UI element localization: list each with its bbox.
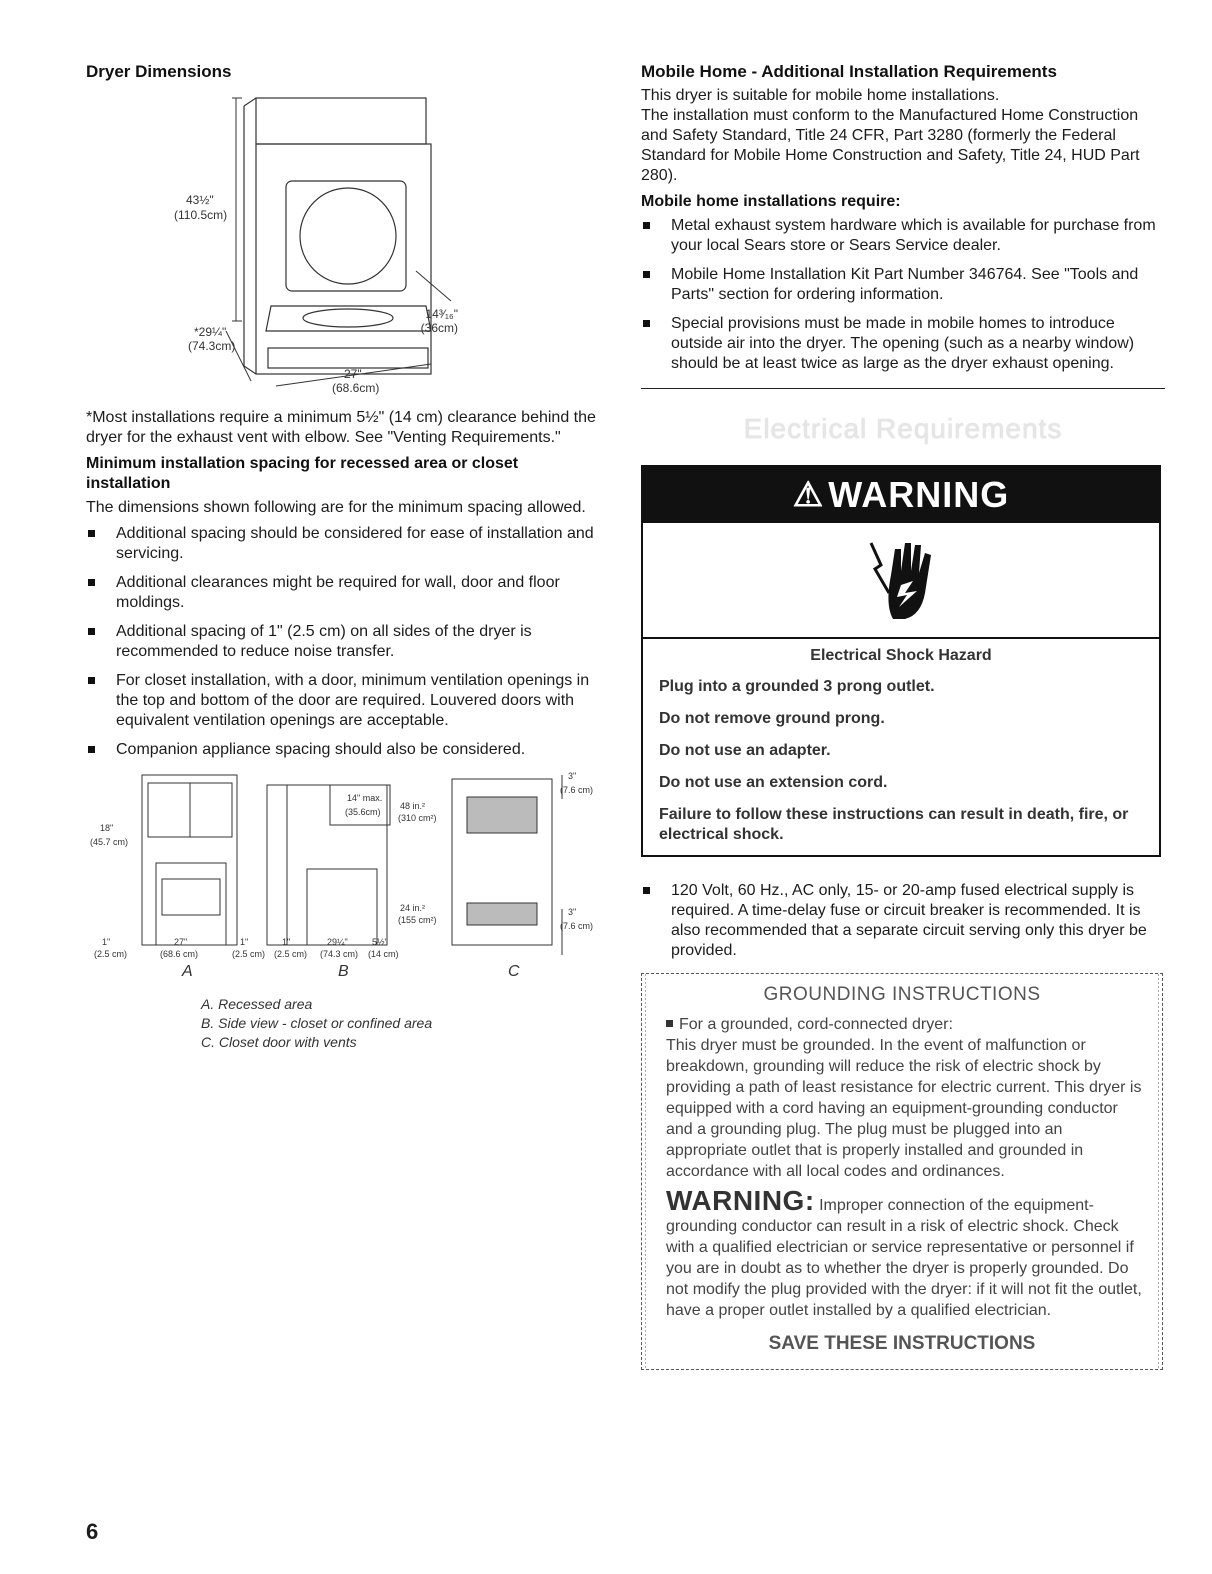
spacing-list: [86, 524, 606, 760]
width-cm-label: (68.6cm): [332, 381, 380, 395]
list-item: Metal exhaust system hardware which is available for purchase from your local Sears store or Sears Service dealer.: [641, 216, 1165, 256]
mobile-home-list: [641, 216, 1165, 374]
dryer-cabinet: [256, 144, 431, 374]
warning-box: [641, 465, 1161, 857]
list-item: Mobile Home Installation Kit Part Number 346764. See "Tools and Parts" section for ordering information.: [641, 265, 1165, 305]
svg-text:1": 1": [102, 937, 111, 947]
door-c-bottom-vent: [467, 903, 537, 925]
supply-list: [641, 881, 1165, 961]
warning-body: [643, 639, 1159, 855]
dryer-door-frame: [286, 181, 406, 291]
door-cm-label: (36cm): [420, 321, 458, 335]
svg-text:29¼": 29¼": [327, 937, 348, 947]
svg-text:(310 cm²): (310 cm²): [398, 813, 437, 823]
svg-text:(2.5 cm): (2.5 cm): [232, 949, 266, 959]
svg-text:18": 18": [100, 823, 114, 833]
width-in-label: 27": [344, 367, 362, 381]
grounding-warning-word: WARNING:: [666, 1185, 815, 1216]
warning-line: Do not use an extension cord.: [659, 774, 888, 791]
depth-cm-label: (74.3cm): [188, 339, 236, 353]
svg-text:(68.6 cm): (68.6 cm): [160, 949, 199, 959]
svg-text:1": 1": [282, 937, 291, 947]
svg-text:(2.5 cm): (2.5 cm): [274, 949, 308, 959]
spacing-title: Minimum installation spacing for recessed area or closet installation: [86, 455, 519, 492]
list-item: Additional spacing of 1" (2.5 cm) on all sides of the dryer is recommended to reduce noise transfer.: [86, 622, 606, 662]
mobile-home-intro: This dryer is suitable for mobile home installations.: [641, 87, 1000, 104]
clearance-footnote: *Most installations require a minimum 5½" (14 cm) clearance behind the dryer for the exhaust vent with elbow. See "Venting Requirements.": [86, 409, 596, 446]
spacing-figure: [82, 769, 622, 959]
mobile-home-title: Mobile Home - Additional Installation Requirements: [641, 62, 1057, 81]
dryer-dimensions-figure: [86, 86, 466, 406]
svg-text:14" max.: 14" max.: [347, 793, 383, 803]
page-number: 6: [86, 1519, 99, 1544]
warning-line: Plug into a grounded 3 prong outlet.: [659, 678, 935, 695]
list-item: 120 Volt, 60 Hz., AC only, 15- or 20-amp fused electrical supply is required. A time-delay fuse or circuit breaker is recommended. It is also recommended that a separate circuit serving only this dryer be provided.: [641, 881, 1165, 961]
grounding-bullet: For a grounded, cord-connected dryer:: [679, 1016, 953, 1033]
svg-text:3": 3": [568, 771, 577, 781]
figure-letters: A B C: [182, 963, 520, 980]
shock-hazard-icon: [643, 523, 1159, 639]
warning-triangle-icon: ⚠: [792, 476, 825, 514]
dryer-drum-opening: [300, 188, 396, 284]
grounding-warning-text: Improper connection of the equipment-grounding conductor can result in a risk of electric shock. Check with a qualified electrician or service representative or personnel if you are in doubt as to whether the dryer is properly grounded. Do not modify the plug provided with the dryer: if it will not fit the outlet, have a proper outlet installed by a qualified electrician.: [666, 1197, 1142, 1319]
svg-text:24 in.²: 24 in.²: [400, 903, 426, 913]
list-item: Companion appliance spacing should also be considered.: [86, 740, 606, 760]
electrical-requirements-title: Electrical Requirements: [743, 413, 1063, 444]
height-in-label: 43½": [186, 193, 214, 207]
svg-text:27": 27": [174, 937, 188, 947]
svg-text:(14 cm): (14 cm): [368, 949, 399, 959]
list-item: For closet installation, with a door, minimum ventilation openings in the top and bottom of the door are required. Louvered doors with equivalent ventilation openings are acceptable.: [86, 671, 606, 731]
warning-line: Failure to follow these instructions can result in death, fire, or electrical shock.: [659, 806, 1129, 843]
spacing-intro: The dimensions shown following are for the minimum spacing allowed.: [86, 499, 586, 516]
depth-in-label: *29¼": [194, 325, 227, 339]
svg-text:1": 1": [240, 937, 249, 947]
warning-heading: WARNING: [828, 474, 1010, 515]
warning-line: Do not remove ground prong.: [659, 710, 885, 727]
svg-text:(74.3 cm): (74.3 cm): [320, 949, 359, 959]
door-c-top-vent: [467, 797, 537, 833]
closet-b-dryer: [307, 869, 377, 945]
svg-text:(155 cm²): (155 cm²): [398, 915, 437, 925]
svg-text:(7.6 cm): (7.6 cm): [560, 921, 594, 931]
left-column: [86, 62, 606, 1052]
save-instructions: SAVE THESE INSTRUCTIONS: [768, 1333, 1036, 1354]
door-in-label: 14³⁄₁₆": [425, 307, 458, 321]
list-item: Special provisions must be made in mobile homes to introduce outside air into the dryer. The opening (such as a nearby window) should be at least twice as large as the dryer exhaust opening.: [641, 314, 1165, 374]
figure-captions: A. Recessed area B. Side view - closet or confined area C. Closet door with vents: [201, 996, 433, 1050]
hazard-title: Electrical Shock Hazard: [810, 647, 992, 664]
svg-text:48 in.²: 48 in.²: [400, 801, 426, 811]
recess-a-dryer: [156, 863, 226, 945]
warning-line: Do not use an adapter.: [659, 742, 831, 759]
svg-text:5½": 5½": [372, 937, 388, 947]
svg-text:(45.7 cm): (45.7 cm): [90, 837, 129, 847]
svg-text:(7.6 cm): (7.6 cm): [560, 785, 594, 795]
section-divider: [641, 388, 1165, 389]
height-cm-label: (110.5cm): [174, 208, 228, 222]
list-item: Additional clearances might be required for wall, door and floor moldings.: [86, 573, 606, 613]
warning-header: [643, 467, 1159, 523]
dryer-console: [256, 98, 426, 144]
svg-text:(2.5 cm): (2.5 cm): [94, 949, 128, 959]
grounding-body: This dryer must be grounded. In the event of malfunction or breakdown, grounding will reduce the risk of electric shock by providing a path of least resistance for electric current. This dryer is equipped with a cord having an equipment-grounding conductor and a grounding plug. The plug must be plugged into an appropriate outlet that is properly installed and grounded in accordance with all local codes and ordinances.: [666, 1037, 1142, 1180]
svg-text:3": 3": [568, 907, 577, 917]
mobile-home-standard: The installation must conform to the Manufactured Home Construction and Safety Standard, Title 24 CFR, Part 3280 (formerly the Federal Standard for Mobile Home Construction and Safety, Title 24, HUD Part 280).: [641, 107, 1140, 184]
svg-text:(35.6cm): (35.6cm): [345, 807, 381, 817]
mobile-home-req-title: Mobile home installations require:: [641, 193, 901, 210]
list-item: Additional spacing should be considered for ease of installation and servicing.: [86, 524, 606, 564]
right-column: [641, 62, 1165, 1370]
dryer-dimensions-title: Dryer Dimensions: [86, 62, 232, 81]
grounding-title: GROUNDING INSTRUCTIONS: [763, 984, 1041, 1005]
bullet-icon: [666, 1020, 673, 1027]
grounding-warning: [642, 1185, 1162, 1321]
grounding-instructions-box: [641, 973, 1163, 1370]
